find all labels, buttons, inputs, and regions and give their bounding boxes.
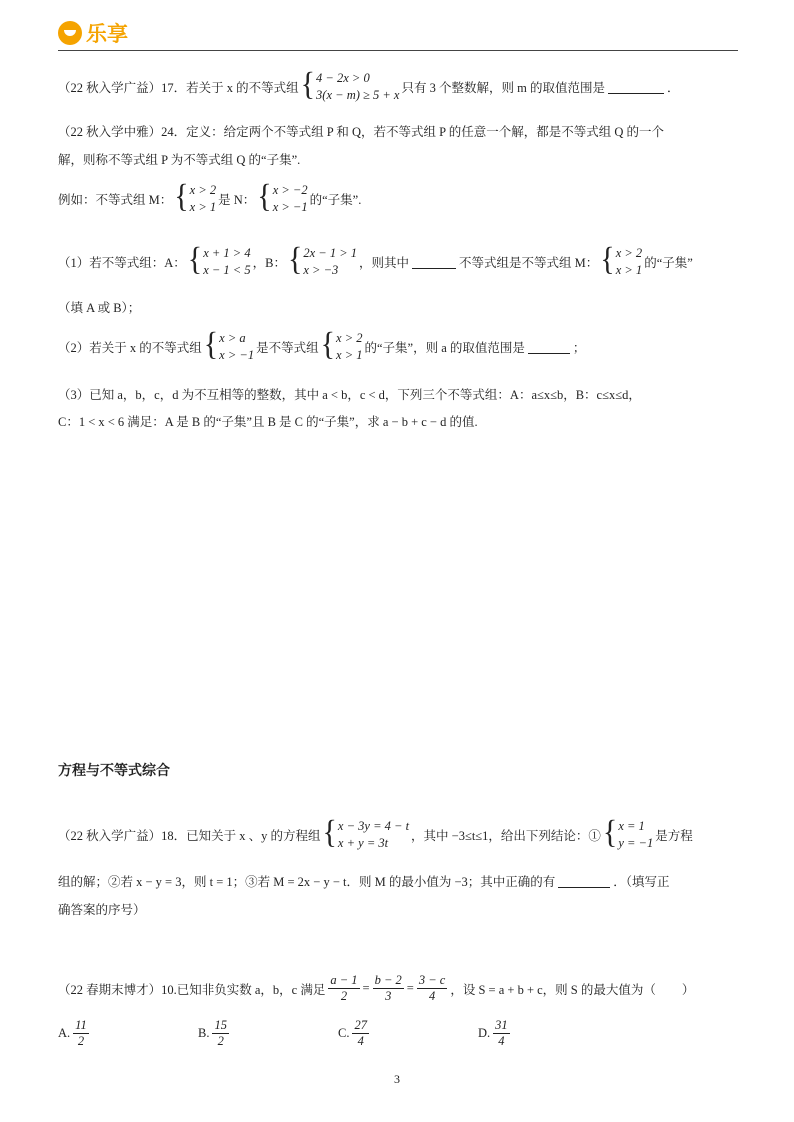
option-c[interactable]: C. $\frac{27}{4}$ bbox=[338, 1018, 367, 1048]
section-title: 方程与不等式综合 bbox=[58, 763, 170, 779]
smile-logo-icon bbox=[58, 21, 82, 45]
page-number: 3 bbox=[394, 1072, 400, 1086]
q24-part3-line2: C：1 < x < 6 满足：A 是 B 的“子集”且 B 是 C 的“子集”，求 a − b + c − d 的值. bbox=[58, 415, 478, 429]
page-header bbox=[58, 18, 738, 51]
question-17: （22 秋入学广益）17．若关于 x 的不等式组 { 4 − 2x > 0 3(x − m) ≥ 5 + x 只有 3 个整数解，则 m 的取值范围是 ． bbox=[58, 66, 680, 103]
q24-line2: 解，则称不等式组 P 为不等式组 Q 的“子集”. bbox=[58, 153, 301, 167]
answer-blank bbox=[558, 874, 610, 888]
q24-part2: （2）若关于 x 的不等式组 { x > a x > −1 是不等式组 { x > 2 x > 1 的“子集”，则 a 的取值范围是 ； bbox=[58, 326, 586, 363]
option-b[interactable]: B. $\frac{15}{2}$ bbox=[198, 1018, 227, 1048]
question-10: （22 春期末博才）10.已知非负实数 a，b，c 满足 $\frac{a - 1}{2}$ = $\frac{b - 2}{3}$ = $\frac{3 - c}{4}$ ，设 S = a + b + c，则 S 的最大值为（ ） bbox=[58, 973, 695, 1003]
q24-part3-line1: （3）已知 a，b，c，d 为不互相等的整数，其中 a < b，c < d，下列三个不等式组：A：a≤x≤b，B：c≤x≤d， bbox=[58, 388, 641, 402]
brand-logo bbox=[58, 18, 128, 48]
option-d[interactable]: D. $\frac{31}{4}$ bbox=[478, 1018, 508, 1048]
answer-blank bbox=[608, 80, 664, 94]
q24-part1: （1）若不等式组：A： { x + 1 > 4 x − 1 < 5 ，B： { 2x − 1 > 1 x > −3 ，则其中 不等式组是不等式组 M： { x > 2 x > 1 的“子集” bbox=[58, 241, 693, 278]
q24-part1-note: （填 A 或 B）； bbox=[58, 301, 141, 315]
q10-options bbox=[58, 1018, 743, 1049]
q24-line1: （22 秋入学中雅）24．定义：给定两个不等式组 P 和 Q，若不等式组 P 的任意一个解，都是不等式组 Q 的一个 bbox=[58, 125, 665, 139]
option-a[interactable]: A. $\frac{11}{2}$ bbox=[58, 1018, 87, 1048]
brand-name: 乐享 bbox=[86, 22, 128, 46]
q17-prefix: （22 秋入学广益）17．若关于 x 的不等式组 bbox=[58, 81, 299, 95]
q17-system: { 4 − 2x > 0 3(x − m) ≥ 5 + x bbox=[300, 66, 400, 103]
q18-line2: 组的解；②若 x − y = 3，则 t = 1；③若 M = 2x − y − t．则 M 的最小值为 −3；其中正确的有 ．（填写正 bbox=[58, 875, 670, 889]
q24-example: 例如：不等式组 M： { x > 2 x > 1 是 N： { x > −2 x > −1 的“子集”. bbox=[58, 178, 362, 215]
q18-line3: 确答案的序号） bbox=[58, 903, 146, 917]
answer-blank bbox=[528, 340, 570, 354]
answer-blank bbox=[412, 255, 456, 269]
question-18: （22 秋入学广益）18．已知关于 x 、y 的方程组 { x − 3y = 4 − t x + y = 3t ，其中 −3≤t≤1，给出下列结论：① { x = 1 y = −1 是方程 bbox=[58, 814, 693, 851]
